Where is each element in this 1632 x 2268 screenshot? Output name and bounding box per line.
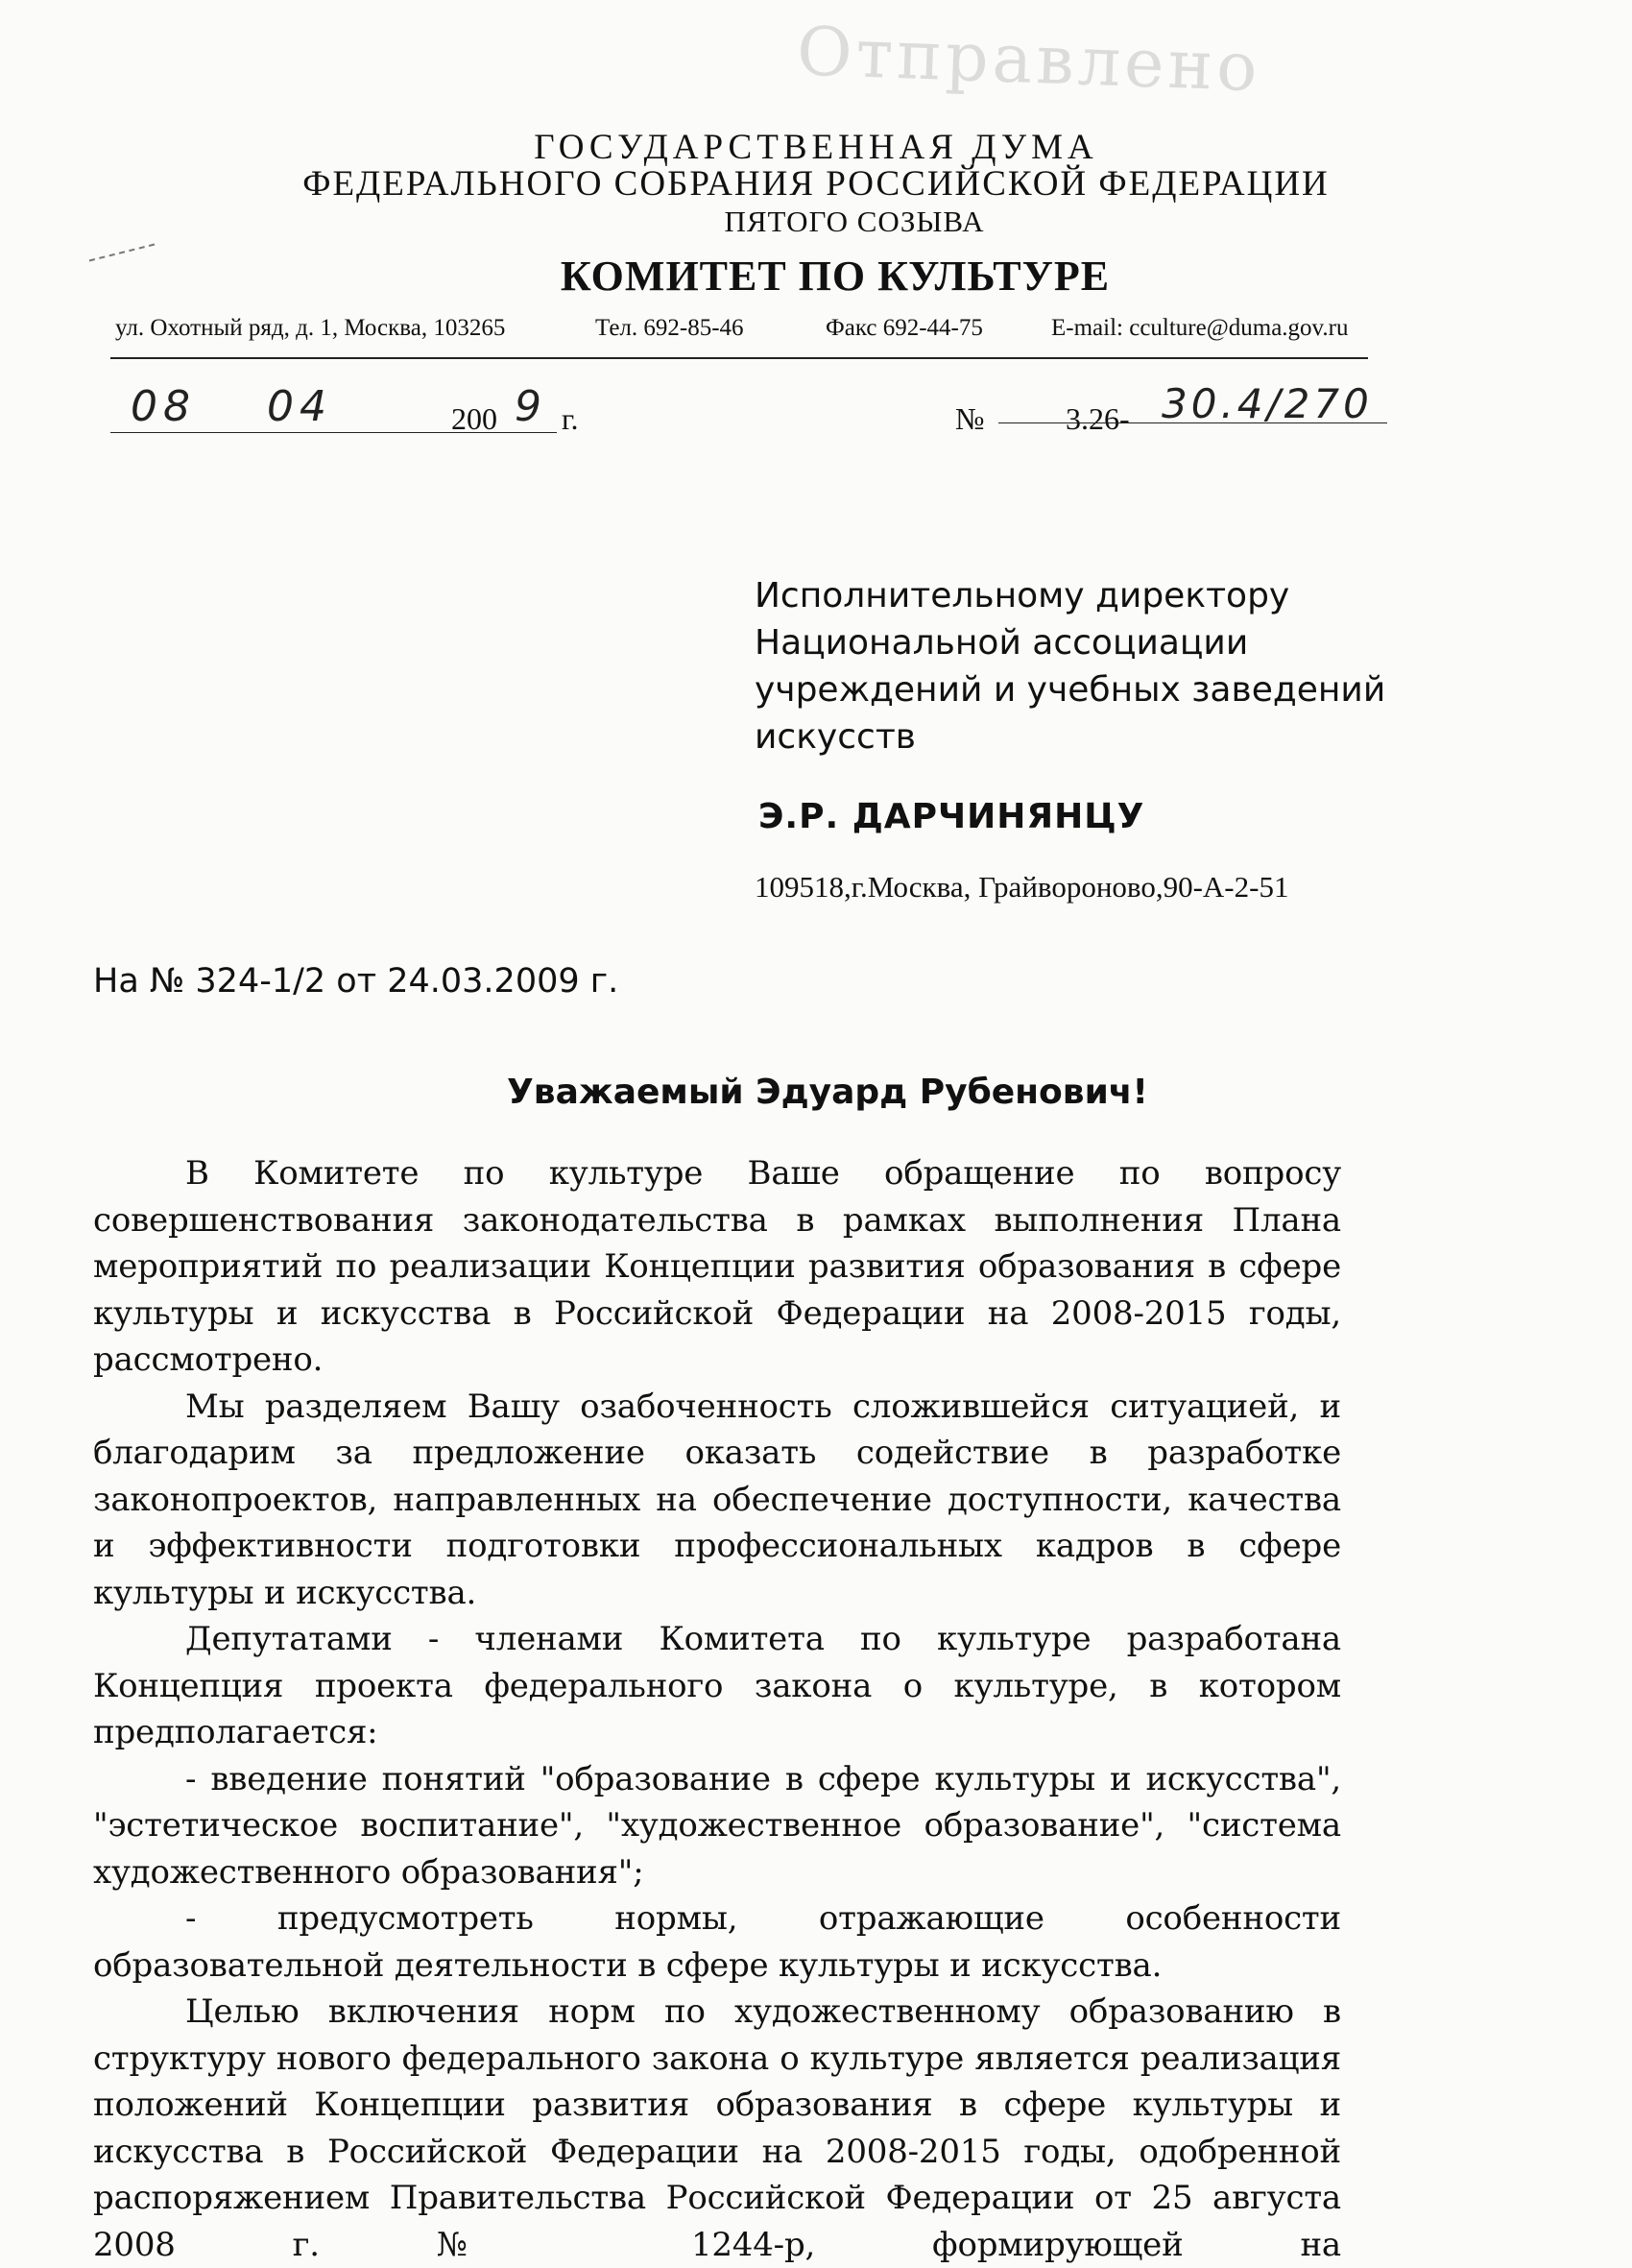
number-underline — [998, 422, 1387, 423]
letterhead-line-2: ФЕДЕРАЛЬНОГО СОБРАНИЯ РОССИЙСКОЙ ФЕДЕРАЦИИ — [302, 164, 1330, 204]
letterhead-line-1: ГОСУДАРСТВЕННАЯ ДУМА — [534, 128, 1098, 167]
date-year-prefix: 200 — [451, 401, 497, 436]
recipient-line-4: искусств — [755, 717, 917, 757]
date-year-suffix: г. — [562, 401, 579, 436]
letter-body — [93, 1150, 1341, 2268]
number-label: № — [955, 401, 985, 436]
recipient-line-3: учреждений и учебных заведений — [755, 670, 1386, 710]
body-paragraph: Целью включения норм по художественному образованию в структуру нового федерального закона о культуре является реализация положений Концепции развития образования в сфере культуры и искусства в Российской Федерации на 2008-2015 годы, одобренной распоряжением Правительства Российской Федерации от 25 августа 2008 г. № 1244-р, формирующей на — [93, 1992, 1341, 2264]
contact-phone: Тел. 692-85-46 — [595, 315, 744, 341]
corner-stamp: Отправлено — [795, 12, 1262, 108]
contact-fax: Факс 692-44-75 — [826, 315, 983, 341]
body-paragraph: В Комитете по культуре Ваше обращение по вопросу совершенствования законодательства в рамках выполнения Плана мероприятий по реализации Концепции развития образования в сфере культуры и искусства в Российской Федерации на 2008-2015 годы, рассмотрено. — [93, 1154, 1341, 1379]
date-month: 04 — [267, 382, 332, 431]
committee-title: КОМИТЕТ ПО КУЛЬТУРЕ — [560, 253, 1111, 300]
recipient-line-1: Исполнительному директору — [755, 576, 1290, 615]
body-paragraph: Мы разделяем Вашу озабоченность сложившейся ситуацией, и благодарим за предложение оказать содействие в разработке законопроектов, направленных на обеспечение доступности, качества и эффективности подготовки профессиональных кадров в сфере культуры и искусства. — [93, 1387, 1341, 1612]
date-year-digit: 9 — [515, 382, 547, 431]
recipient-address: 109518,г.Москва, Грайвороново,90-А-2-51 — [755, 870, 1289, 904]
letterhead-line-3: ПЯТОГО СОЗЫВА — [724, 205, 985, 238]
contact-address: ул. Охотный ряд, д. 1, Москва, 103265 — [115, 315, 506, 341]
greeting: Уважаемый Эдуард Рубенович! — [507, 1073, 1148, 1112]
body-paragraph: Депутатами - членами Комитета по культуре разработана Концепция проекта федерального закона о культуре, в котором предполагается: — [93, 1620, 1341, 1751]
letterhead-rule — [110, 357, 1368, 359]
number-printed: 3.26- — [1066, 401, 1130, 436]
body-list-item: - введение понятий "образование в сфере культуры и искусства", "эстетическое воспитание", "художественное образование", "система художественного образования"; — [93, 1759, 1341, 1892]
number-handwritten: 30.4/270 — [1162, 380, 1373, 427]
reference-line: На № 324-1/2 от 24.03.2009 г. — [93, 962, 619, 1001]
contact-email: E-mail: cculture@duma.gov.ru — [1051, 315, 1349, 341]
date-underline — [110, 432, 557, 433]
body-list-item: - предусмотреть нормы, отражающие особенности образовательной деятельности в сфере культуры и искусства. — [93, 1899, 1341, 1985]
date-day: 08 — [131, 382, 196, 431]
recipient-line-2: Национальной ассоциации — [755, 623, 1249, 663]
recipient-name: Э.Р. ДАРЧИНЯНЦУ — [758, 797, 1145, 836]
